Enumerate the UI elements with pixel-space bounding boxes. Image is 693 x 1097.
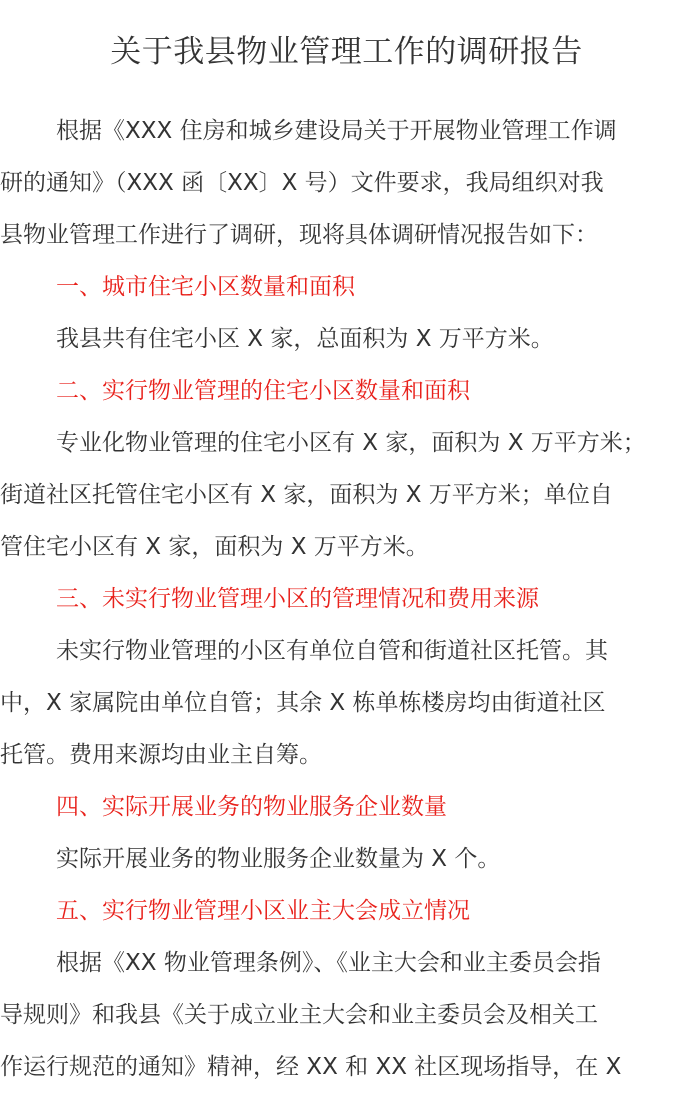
paragraph-line: 作运行规范的通知》精神，经 XX 和 XX 社区现场指导，在 X: [0, 1054, 622, 1080]
paragraph-line: 导规则》和我县《关于成立业主大会和业主委员会及相关工: [0, 1002, 598, 1028]
paragraph-line: 未实行物业管理的小区有单位自管和街道社区托管。其: [56, 638, 608, 664]
paragraph-line: 托管。费用来源均由业主自筹。: [0, 742, 322, 768]
paragraph-line: 研的通知》（XXX 函〔XX〕X 号）文件要求，我局组织对我: [0, 170, 604, 196]
paragraph-line: 中，X 家属院由单位自管；其余 X 栋单栋楼房均由街道社区: [0, 690, 606, 716]
section-heading: 一、城市住宅小区数量和面积: [56, 274, 355, 300]
paragraph-line: 实际开展业务的物业服务企业数量为 X 个。: [56, 846, 501, 872]
section-heading: 二、实行物业管理的住宅小区数量和面积: [56, 378, 470, 404]
paragraph-line: 街道社区托管住宅小区有 X 家，面积为 X 万平方米；单位自: [0, 482, 613, 508]
section-heading: 三、未实行物业管理小区的管理情况和费用来源: [56, 586, 539, 612]
paragraph-line: 我县共有住宅小区 X 家，总面积为 X 万平方米。: [56, 326, 554, 352]
paragraph-line: 根据《XXX 住房和城乡建设局关于开展物业管理工作调: [56, 118, 617, 144]
paragraph-line: 管住宅小区有 X 家，面积为 X 万平方米。: [0, 534, 429, 560]
section-heading: 四、实际开展业务的物业服务企业数量: [56, 794, 447, 820]
paragraph-line: 根据《XX 物业管理条例》、《业主大会和业主委员会指: [56, 950, 601, 976]
paragraph-line: 县物业管理工作进行了调研，现将具体调研情况报告如下：: [0, 222, 598, 248]
paragraph-line: 专业化物业管理的住宅小区有 X 家，面积为 X 万平方米；: [56, 430, 646, 456]
document-title: 关于我县物业管理工作的调研报告: [110, 34, 583, 70]
section-heading: 五、实行物业管理小区业主大会成立情况: [56, 898, 470, 924]
